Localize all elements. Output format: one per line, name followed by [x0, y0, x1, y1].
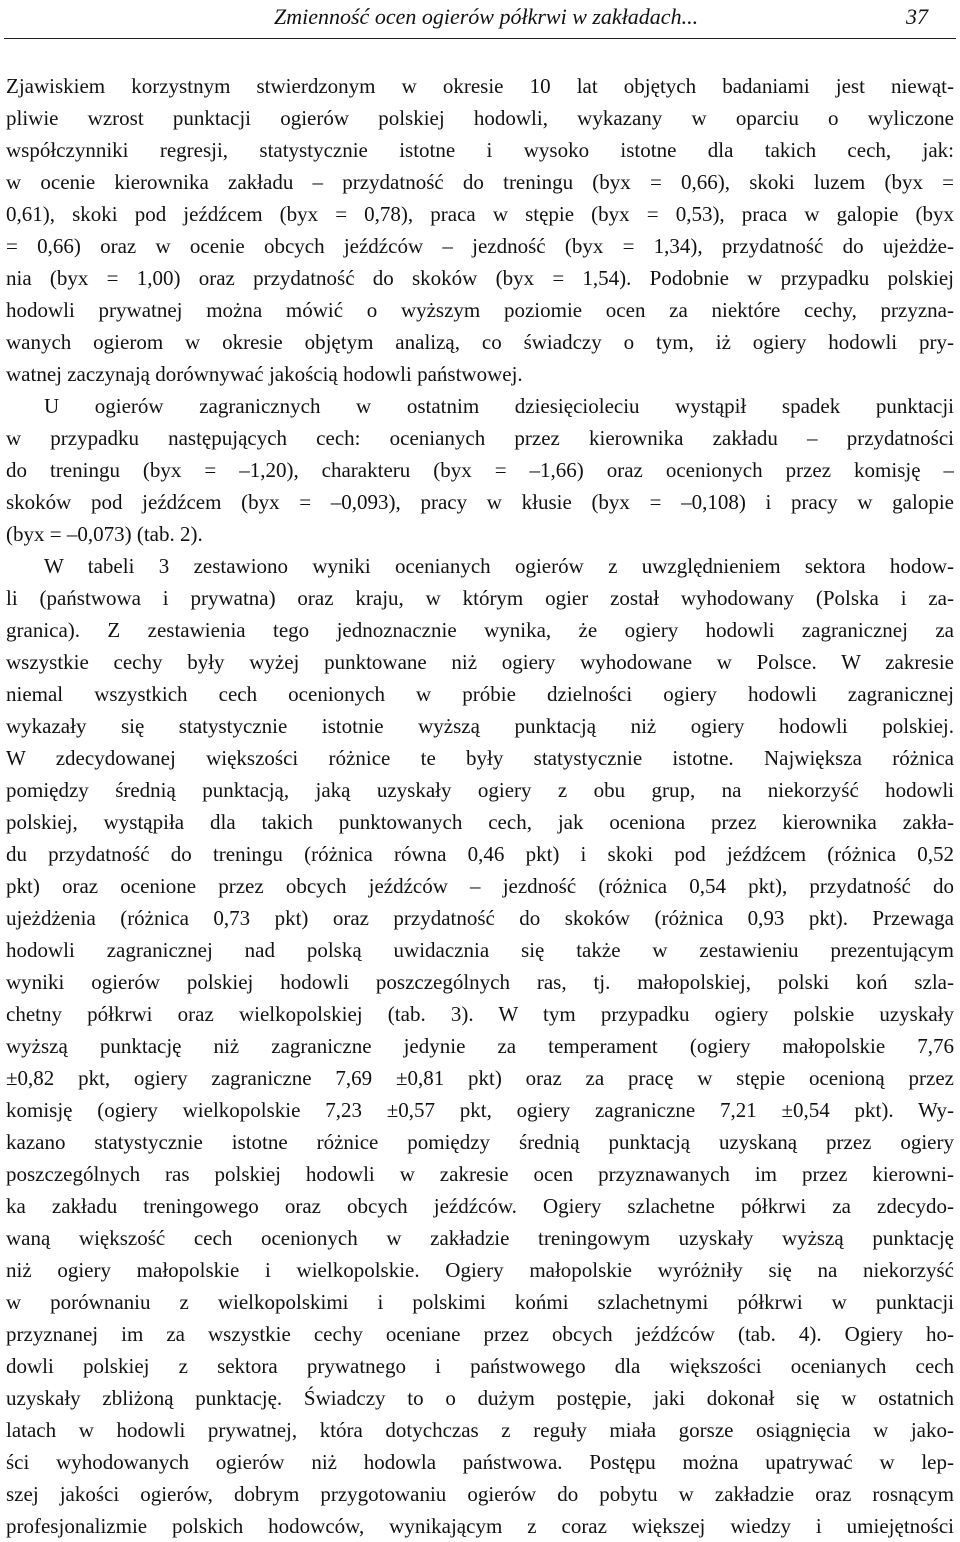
- text-line: niż ogiery małopolskie i wielkopolskie. Ogiery małopolskie wyróżniły się na niekorzyść: [6, 1258, 954, 1282]
- text-line: przyznanej im za wszystkie cechy oceniane przez obcych jeźdźców (tab. 4). Ogiery ho-: [6, 1322, 954, 1346]
- text-line: do treningu (byx = –1,20), charakteru (byx = –1,66) oraz ocenionych przez komisję –: [6, 458, 954, 482]
- text-line: profesjonalizmie polskich hodowców, wynikającym z coraz większej wiedzy i umiejętności: [6, 1514, 954, 1538]
- text-line: U ogierów zagranicznych w ostatnim dziesięcioleciu wystąpił spadek punktacji: [44, 394, 954, 418]
- text-line: kazano statystycznie istotne różnice pomiędzy średnią punktacją uzyskaną przez ogiery: [6, 1130, 954, 1154]
- text-line: ści wyhodowanych ogierów niż hodowla państwowa. Postępu można upatrywać w lep-: [6, 1450, 954, 1474]
- text-line: hodowli prywatnej można mówić o wyższym poziomie ocen za niektóre cechy, przyzna-: [6, 298, 954, 322]
- text-line: w przypadku następujących cech: ocenianych przez kierownika zakładu – przydatności: [6, 426, 954, 450]
- text-line: hodowli zagranicznej nad polską uwidacznia się także w zestawieniu prezentującym: [6, 938, 954, 962]
- text-line: współczynniki regresji, statystycznie istotne i wysoko istotne dla takich cech, jak:: [6, 138, 954, 162]
- text-line: ±0,82 pkt, ogiery zagraniczne 7,69 ±0,81 pkt) oraz za pracę w stępie ocenioną przez: [6, 1066, 954, 1090]
- text-line: niemal wszystkich cech ocenionych w próbie dzielności ogiery hodowli zagranicznej: [6, 682, 954, 706]
- text-line: li (państwowa i prywatna) oraz kraju, w którym ogier został wyhodowany (Polska i za-: [6, 586, 954, 610]
- text-line: granica). Z zestawienia tego jednoznacznie wynika, że ogiery hodowli zagranicznej za: [6, 618, 954, 642]
- body-text: [6, 70, 954, 1542]
- text-line: dowli polskiej z sektora prywatnego i państwowego dla większości ocenianych cech: [6, 1354, 954, 1378]
- text-line: W zdecydowanej większości różnice te były statystycznie istotne. Największa różnica: [6, 746, 954, 770]
- text-line: nia (byx = 1,00) oraz przydatność do skoków (byx = 1,54). Podobnie w przypadku polskiej: [6, 266, 954, 290]
- text-line: wyższą punktację niż zagraniczne jedynie za temperament (ogiery małopolskie 7,76: [6, 1034, 954, 1058]
- running-title: Zmienność ocen ogierów półkrwi w zakładach...: [274, 4, 699, 29]
- text-line: (byx = –0,073) (tab. 2).: [6, 522, 203, 546]
- text-line: wszystkie cechy były wyżej punktowane niż ogiery wyhodowane w Polsce. W zakresie: [6, 650, 954, 674]
- text-line: waną większość cech ocenionych w zakładzie treningowym uzyskały wyższą punktację: [6, 1226, 954, 1250]
- text-line: polskiej, wystąpiła dla takich punktowanych cech, jak oceniona przez kierownika zakła-: [6, 810, 954, 834]
- text-line: uzyskały zbliżoną punktację. Świadczy to o dużym postępie, jaki dokonał się w ostatnich: [6, 1386, 954, 1410]
- page-header: [4, 0, 956, 39]
- text-line: skoków pod jeźdźcem (byx = –0,093), pracy w kłusie (byx = –0,108) i pracy w galopie: [6, 490, 954, 514]
- text-line: ka zakładu treningowego oraz obcych jeźdźców. Ogiery szlachetne półkrwi za zdecydo-: [6, 1194, 954, 1218]
- text-line: wanych ogierom w okresie objętym analizą, co świadczy o tym, iż ogiery hodowli pry-: [6, 330, 954, 354]
- text-line: poszczególnych ras polskiej hodowli w zakresie ocen przyznawanych im przez kierowni-: [6, 1162, 954, 1186]
- text-line: w porównaniu z wielkopolskimi i polskimi końmi szlachetnymi półkrwi w punktacji: [6, 1290, 954, 1314]
- text-line: = 0,66) oraz w ocenie obcych jeźdźców – jezdność (byx = 1,34), przydatność do ujeżdże-: [6, 234, 954, 258]
- text-line: pomiędzy średnią punktacją, jaką uzyskały ogiery z obu grup, na niekorzyść hodowli: [6, 778, 954, 802]
- text-line: pliwie wzrost punktacji ogierów polskiej hodowli, wykazany w oparciu o wyliczone: [6, 106, 954, 130]
- text-line: 0,61), skoki pod jeźdźcem (byx = 0,78), praca w stępie (byx = 0,53), praca w galopie (byx: [6, 202, 954, 226]
- text-line: ujeżdżenia (różnica 0,73 pkt) oraz przydatność do skoków (różnica 0,93 pkt). Przewaga: [6, 906, 954, 930]
- text-line: W tabeli 3 zestawiono wyniki ocenianych ogierów z uwzględnieniem sektora hodow-: [44, 554, 954, 578]
- text-line: chetny półkrwi oraz wielkopolskiej (tab. 3). W tym przypadku ogiery polskie uzyskały: [6, 1002, 954, 1026]
- text-line: pkt) oraz ocenione przez obcych jeźdźców – jezdność (różnica 0,54 pkt), przydatność do: [6, 874, 954, 898]
- text-line: wyniki ogierów polskiej hodowli poszczególnych ras, tj. małopolskiej, polski koń szla-: [6, 970, 954, 994]
- text-line: wykazały się statystycznie istotnie wyższą punktacją niż ogiery hodowli polskiej.: [6, 714, 954, 738]
- page-number: 37: [906, 4, 928, 29]
- text-line: watnej zaczynają dorównywać jakością hodowli państwowej.: [6, 362, 523, 386]
- text-line: szej jakości ogierów, dobrym przygotowaniu ogierów do pobytu w zakładzie oraz rosnącym: [6, 1482, 954, 1506]
- text-line: Zjawiskiem korzystnym stwierdzonym w okresie 10 lat objętych badaniami jest niewąt-: [6, 74, 954, 98]
- text-line: latach w hodowli prywatnej, która dotychczas z reguły miała gorsze osiągnięcia w jako-: [6, 1418, 954, 1442]
- text-line: du przydatność do treningu (różnica równa 0,46 pkt) i skoki pod jeźdźcem (różnica 0,52: [6, 842, 954, 866]
- text-line: w ocenie kierownika zakładu – przydatność do treningu (byx = 0,66), skoki luzem (byx =: [6, 170, 954, 194]
- text-line: komisję (ogiery wielkopolskie 7,23 ±0,57 pkt, ogiery zagraniczne 7,21 ±0,54 pkt). Wy-: [6, 1098, 954, 1122]
